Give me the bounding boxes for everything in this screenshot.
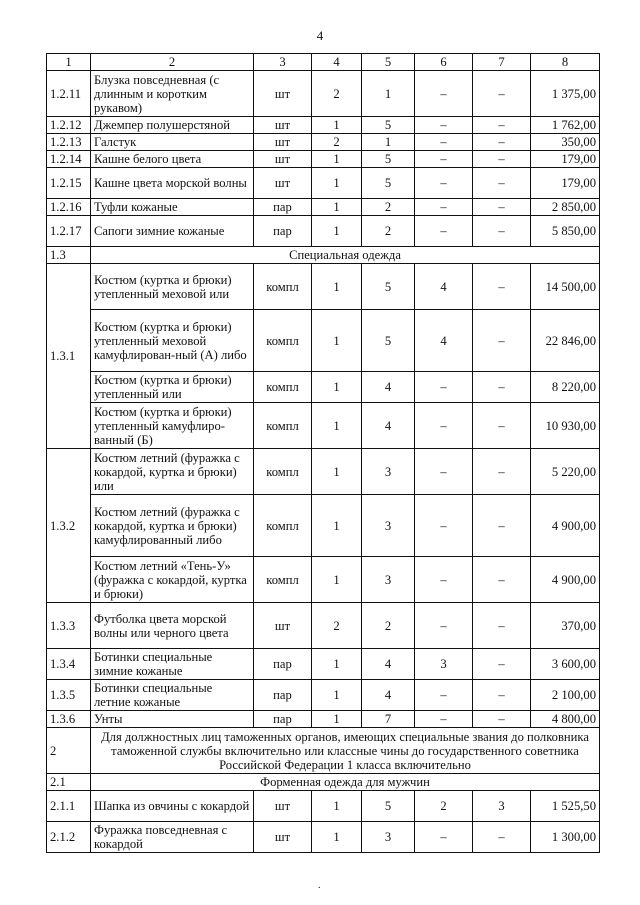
item-col4: 1 — [312, 557, 362, 603]
item-col4: 2 — [312, 71, 362, 117]
item-col6: – — [415, 557, 473, 603]
footer-mark: . — [318, 880, 321, 891]
table-row — [47, 680, 600, 711]
item-col4: 1 — [312, 649, 362, 680]
item-number: 1.3.1 — [47, 264, 91, 449]
item-number: 1.2.16 — [47, 199, 91, 216]
item-number: 1.2.15 — [47, 168, 91, 199]
item-col7: – — [473, 199, 531, 216]
item-col4: 1 — [312, 117, 362, 134]
item-price: 4 800,00 — [531, 711, 600, 728]
item-col4: 1 — [312, 216, 362, 247]
item-unit: шт — [254, 117, 312, 134]
table-row — [47, 449, 600, 495]
item-col4: 1 — [312, 822, 362, 853]
item-price: 1 525,50 — [531, 791, 600, 822]
item-price: 10 930,00 — [531, 403, 600, 449]
item-col5: 3 — [362, 449, 415, 495]
header-cell: 5 — [362, 54, 415, 71]
item-col5: 2 — [362, 216, 415, 247]
item-number: 1.3.2 — [47, 449, 91, 603]
item-name: Костюм (куртка и брюки) утепленный меховой или — [91, 264, 254, 310]
table-row — [47, 134, 600, 151]
item-col6: – — [415, 216, 473, 247]
item-col6: – — [415, 711, 473, 728]
item-unit: пар — [254, 680, 312, 711]
table-row — [47, 603, 600, 649]
item-col4: 1 — [312, 791, 362, 822]
item-price: 22 846,00 — [531, 310, 600, 372]
item-col6: – — [415, 71, 473, 117]
item-number: 1.2.17 — [47, 216, 91, 247]
item-unit: компл — [254, 372, 312, 403]
item-col4: 1 — [312, 199, 362, 216]
header-cell: 6 — [415, 54, 473, 71]
item-col4: 2 — [312, 603, 362, 649]
item-col7: – — [473, 711, 531, 728]
item-number: 1.3.6 — [47, 711, 91, 728]
item-col7: – — [473, 557, 531, 603]
item-col4: 1 — [312, 495, 362, 557]
item-price: 5 220,00 — [531, 449, 600, 495]
item-col4: 2 — [312, 134, 362, 151]
item-col6: – — [415, 134, 473, 151]
item-col6: – — [415, 449, 473, 495]
section-number: 2.1 — [47, 774, 91, 791]
table-row — [47, 372, 600, 403]
item-name: Фуражка повседневная с кокардой — [91, 822, 254, 853]
item-number: 1.3.5 — [47, 680, 91, 711]
item-col4: 1 — [312, 151, 362, 168]
table-row — [47, 495, 600, 557]
item-col7: – — [473, 403, 531, 449]
table-row — [47, 216, 600, 247]
item-col5: 3 — [362, 822, 415, 853]
item-unit: компл — [254, 557, 312, 603]
item-col5: 5 — [362, 168, 415, 199]
item-price: 350,00 — [531, 134, 600, 151]
item-name: Шапка из овчины с кокардой — [91, 791, 254, 822]
item-col7: – — [473, 134, 531, 151]
item-col5: 3 — [362, 495, 415, 557]
item-col5: 5 — [362, 151, 415, 168]
item-col5: 4 — [362, 403, 415, 449]
item-name: Костюм летний «Тень-У» (фуражка с кокардой, куртка и брюки) — [91, 557, 254, 603]
item-col4: 1 — [312, 403, 362, 449]
item-name: Костюм (куртка и брюки) утепленный меховой камуфлирован-ный (А) либо — [91, 310, 254, 372]
item-col7: – — [473, 310, 531, 372]
table-row — [47, 310, 600, 372]
table-row — [47, 711, 600, 728]
item-number: 2.1.1 — [47, 791, 91, 822]
item-name: Костюм летний (фуражка с кокардой, куртка и брюки) камуфлированный либо — [91, 495, 254, 557]
item-col5: 4 — [362, 680, 415, 711]
item-col6: – — [415, 680, 473, 711]
item-number: 1.2.11 — [47, 71, 91, 117]
table-body — [47, 54, 600, 853]
header-cell: 4 — [312, 54, 362, 71]
item-col5: 3 — [362, 557, 415, 603]
item-unit: пар — [254, 711, 312, 728]
table-row — [47, 264, 600, 310]
item-col6: – — [415, 372, 473, 403]
table-row — [47, 822, 600, 853]
item-price: 2 850,00 — [531, 199, 600, 216]
item-price: 179,00 — [531, 151, 600, 168]
item-col4: 1 — [312, 372, 362, 403]
item-col7: – — [473, 117, 531, 134]
item-name: Сапоги зимние кожаные — [91, 216, 254, 247]
item-col5: 5 — [362, 264, 415, 310]
item-col5: 2 — [362, 603, 415, 649]
item-unit: шт — [254, 134, 312, 151]
item-unit: компл — [254, 449, 312, 495]
item-col7: – — [473, 603, 531, 649]
item-col5: 1 — [362, 134, 415, 151]
item-unit: компл — [254, 264, 312, 310]
item-col4: 1 — [312, 449, 362, 495]
item-col5: 4 — [362, 649, 415, 680]
item-col7: – — [473, 264, 531, 310]
table-row — [47, 403, 600, 449]
item-unit: шт — [254, 71, 312, 117]
header-cell: 3 — [254, 54, 312, 71]
item-unit: компл — [254, 495, 312, 557]
item-price: 8 220,00 — [531, 372, 600, 403]
item-name: Джемпер полушерстяной — [91, 117, 254, 134]
section-row — [47, 728, 600, 774]
table-row — [47, 649, 600, 680]
item-unit: шт — [254, 603, 312, 649]
item-price: 14 500,00 — [531, 264, 600, 310]
item-name: Костюм (куртка и брюки) утепленный камуфлиро-ванный (Б) — [91, 403, 254, 449]
item-number: 1.2.12 — [47, 117, 91, 134]
item-price: 1 300,00 — [531, 822, 600, 853]
header-cell: 7 — [473, 54, 531, 71]
item-number: 1.2.14 — [47, 151, 91, 168]
item-col7: – — [473, 822, 531, 853]
item-col7: – — [473, 151, 531, 168]
item-col5: 4 — [362, 372, 415, 403]
table-row — [47, 791, 600, 822]
item-price: 2 100,00 — [531, 680, 600, 711]
item-number: 1.2.13 — [47, 134, 91, 151]
item-price: 179,00 — [531, 168, 600, 199]
item-col4: 1 — [312, 711, 362, 728]
item-col4: 1 — [312, 264, 362, 310]
section-number: 2 — [47, 728, 91, 774]
item-name: Блузка повседневная (с длинным и коротким рукавом) — [91, 71, 254, 117]
item-unit: пар — [254, 649, 312, 680]
item-name: Туфли кожаные — [91, 199, 254, 216]
section-title: Специальная одежда — [91, 247, 600, 264]
item-price: 4 900,00 — [531, 495, 600, 557]
item-col6: – — [415, 403, 473, 449]
item-col7: – — [473, 71, 531, 117]
item-col6: 4 — [415, 310, 473, 372]
item-col6: – — [415, 151, 473, 168]
table-row — [47, 168, 600, 199]
table-row — [47, 117, 600, 134]
item-col4: 1 — [312, 168, 362, 199]
item-number: 1.3.4 — [47, 649, 91, 680]
page-number: 4 — [316, 28, 324, 43]
item-col5: 5 — [362, 791, 415, 822]
section-row — [47, 774, 600, 791]
item-col6: – — [415, 168, 473, 199]
header-cell: 8 — [531, 54, 600, 71]
item-col5: 7 — [362, 711, 415, 728]
item-unit: компл — [254, 310, 312, 372]
table-row — [47, 71, 600, 117]
item-col5: 1 — [362, 71, 415, 117]
item-name: Ботинки специальные зимние кожаные — [91, 649, 254, 680]
item-col4: 1 — [312, 310, 362, 372]
item-name: Костюм летний (фуражка с кокардой, куртка и брюки) или — [91, 449, 254, 495]
item-col6: – — [415, 495, 473, 557]
item-col6: – — [415, 199, 473, 216]
item-name: Ботинки специальные летние кожаные — [91, 680, 254, 711]
item-col5: 5 — [362, 310, 415, 372]
item-col4: 1 — [312, 680, 362, 711]
item-col7: 3 — [473, 791, 531, 822]
item-unit: пар — [254, 216, 312, 247]
item-col7: – — [473, 649, 531, 680]
item-col6: – — [415, 117, 473, 134]
table-row — [47, 557, 600, 603]
item-number: 2.1.2 — [47, 822, 91, 853]
item-name: Костюм (куртка и брюки) утепленный или — [91, 372, 254, 403]
header-cell: 2 — [91, 54, 254, 71]
item-name: Футболка цвета морской волны или черного цвета — [91, 603, 254, 649]
item-col5: 2 — [362, 199, 415, 216]
item-name: Кашне цвета морской волны — [91, 168, 254, 199]
item-price: 3 600,00 — [531, 649, 600, 680]
item-col7: – — [473, 495, 531, 557]
item-col6: – — [415, 822, 473, 853]
table-row — [47, 151, 600, 168]
item-unit: шт — [254, 151, 312, 168]
item-col6: – — [415, 603, 473, 649]
section-row — [47, 247, 600, 264]
item-name: Унты — [91, 711, 254, 728]
item-col7: – — [473, 449, 531, 495]
item-col6: 4 — [415, 264, 473, 310]
item-price: 4 900,00 — [531, 557, 600, 603]
norms-table — [46, 53, 600, 853]
item-col6: 3 — [415, 649, 473, 680]
item-price: 5 850,00 — [531, 216, 600, 247]
section-number: 1.3 — [47, 247, 91, 264]
item-col5: 5 — [362, 117, 415, 134]
item-number: 1.3.3 — [47, 603, 91, 649]
item-name: Галстук — [91, 134, 254, 151]
item-price: 1 375,00 — [531, 71, 600, 117]
item-col7: – — [473, 216, 531, 247]
item-col7: – — [473, 680, 531, 711]
item-unit: шт — [254, 822, 312, 853]
item-unit: шт — [254, 168, 312, 199]
section-title: Форменная одежда для мужчин — [91, 774, 600, 791]
item-col7: – — [473, 372, 531, 403]
item-price: 370,00 — [531, 603, 600, 649]
header-row — [47, 54, 600, 71]
item-unit: шт — [254, 791, 312, 822]
item-col6: 2 — [415, 791, 473, 822]
item-price: 1 762,00 — [531, 117, 600, 134]
section-title: Для должностных лиц таможенных органов, имеющих специальные звания до полковника таможенной службы включительно или классные чины до государственного советника Российской Федерации 1 класса включительно — [91, 728, 600, 774]
item-name: Кашне белого цвета — [91, 151, 254, 168]
item-col7: – — [473, 168, 531, 199]
header-cell: 1 — [47, 54, 91, 71]
table-row — [47, 199, 600, 216]
item-unit: пар — [254, 199, 312, 216]
item-unit: компл — [254, 403, 312, 449]
